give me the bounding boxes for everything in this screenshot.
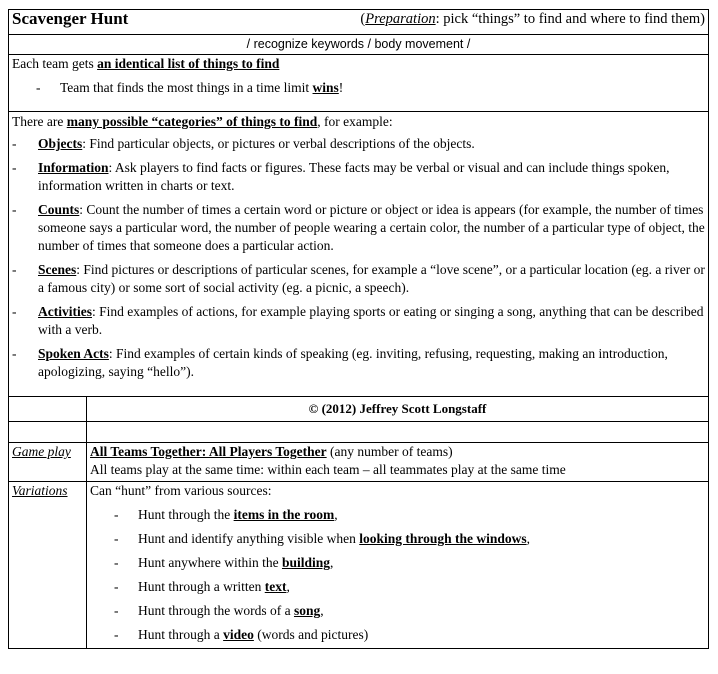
wins-emphasis: wins bbox=[312, 80, 339, 95]
variation-emphasis: looking through the windows bbox=[359, 531, 527, 546]
dash: - bbox=[114, 555, 119, 570]
keywords: / recognize keywords / body movement / bbox=[9, 35, 709, 55]
category-name: Spoken Acts bbox=[38, 346, 109, 361]
gameplay-emphasis: All Teams Together: All Players Together bbox=[90, 444, 327, 459]
category-item bbox=[12, 159, 706, 195]
intro-emphasis: an identical list of things to find bbox=[97, 56, 280, 71]
categories-cell bbox=[9, 112, 709, 397]
gameplay-description: All teams play at the same time: within each team – all teammates play at the same time bbox=[90, 462, 566, 477]
variations-list bbox=[90, 506, 705, 644]
category-text: : Find examples of certain kinds of speaking (eg. inviting, refusing, requesting, making an introduction, apologizing, saying “hello”). bbox=[38, 346, 668, 379]
categories-emphasis: many possible “categories” of things to find bbox=[66, 114, 318, 129]
document-table bbox=[8, 9, 709, 649]
variation-item: - Hunt through the items in the room, bbox=[90, 506, 705, 524]
variations-row bbox=[9, 482, 709, 649]
preparation-note: (Preparation: pick “things” to find and where to find them) bbox=[360, 11, 705, 27]
preparation-text: : pick “things” to find and where to find them) bbox=[435, 11, 705, 27]
dash: - bbox=[12, 160, 17, 175]
title-cell bbox=[9, 10, 709, 35]
variation-item: - Hunt anywhere within the building, bbox=[90, 554, 705, 572]
variation-item: - Hunt through a written text, bbox=[90, 578, 705, 596]
variation-emphasis: items in the room bbox=[233, 507, 335, 522]
copyright-row bbox=[9, 397, 709, 422]
dash: - bbox=[12, 136, 17, 151]
title-row bbox=[9, 10, 709, 35]
dash: - bbox=[36, 80, 41, 95]
intro-line: Each team gets an identical list of things to find bbox=[12, 56, 280, 71]
dash: - bbox=[12, 262, 17, 277]
gameplay-label: Game play bbox=[9, 443, 87, 482]
variation-emphasis: text bbox=[264, 579, 287, 594]
category-text: : Find pictures or descriptions of particular scenes, for example a “love scene”, or a particular location (eg. a river or a famous city) or some sort of social activity (eg. a picnic, a speech). bbox=[38, 262, 705, 295]
category-text: : Count the number of times a certain word or picture or object or idea is appears (for example, the number of times someone says a particular word, the number of people wearing a certain color, the number of a particular type of object, the number of times that someone does a particular action. bbox=[38, 202, 705, 253]
intro-bullet: - Team that finds the most things in a time limit wins! bbox=[12, 79, 705, 97]
keywords-row bbox=[9, 35, 709, 55]
gameplay-row bbox=[9, 443, 709, 482]
variation-item: - Hunt and identify anything visible when looking through the windows, bbox=[90, 530, 705, 548]
category-item bbox=[12, 261, 706, 297]
category-text: : Ask players to find facts or figures. These facts may be verbal or visual and can include things spoken, information written in charts or text. bbox=[38, 160, 670, 193]
category-name: Counts bbox=[38, 202, 80, 217]
variations-lead: Can “hunt” from various sources: bbox=[90, 483, 272, 498]
category-item bbox=[12, 303, 706, 339]
category-name: Activities bbox=[38, 304, 92, 319]
dash: - bbox=[12, 202, 17, 217]
variation-item: - Hunt through a video (words and pictures) bbox=[90, 626, 705, 644]
gameplay-cell: All Teams Together: All Players Together (any number of teams) All teams play at the same time: within each team – all teammates play at the same time bbox=[87, 443, 709, 482]
category-item bbox=[12, 135, 706, 153]
category-text: : Find examples of actions, for example playing sports or eating or singing a song, anything that can be described with a verb. bbox=[38, 304, 704, 337]
intro-row bbox=[9, 55, 709, 112]
dash: - bbox=[114, 627, 119, 642]
category-name: Objects bbox=[38, 136, 83, 151]
variation-emphasis: song bbox=[293, 603, 321, 618]
category-name: Scenes bbox=[38, 262, 77, 277]
dash: - bbox=[114, 531, 119, 546]
dash: - bbox=[114, 507, 119, 522]
variation-emphasis: video bbox=[223, 627, 254, 642]
variation-item: - Hunt through the words of a song, bbox=[90, 602, 705, 620]
category-name: Information bbox=[38, 160, 109, 175]
category-text: : Find particular objects, or pictures or verbal descriptions of the objects. bbox=[82, 136, 475, 151]
copyright-spacer bbox=[9, 397, 87, 422]
dash: - bbox=[114, 579, 119, 594]
blank-row bbox=[9, 422, 709, 443]
variation-emphasis: building bbox=[281, 555, 331, 570]
categories-lead: There are many possible “categories” of things to find, for example: bbox=[12, 114, 393, 129]
dash: - bbox=[12, 304, 17, 319]
category-item bbox=[12, 201, 706, 255]
intro-cell bbox=[9, 55, 709, 112]
page-title: Scavenger Hunt bbox=[12, 9, 129, 28]
categories-row bbox=[9, 112, 709, 397]
dash: - bbox=[12, 346, 17, 361]
copyright: © (2012) Jeffrey Scott Longstaff bbox=[87, 397, 709, 422]
category-item bbox=[12, 345, 706, 381]
preparation-label: Preparation bbox=[365, 11, 436, 27]
variations-cell bbox=[87, 482, 709, 649]
category-list bbox=[12, 135, 706, 381]
dash: - bbox=[114, 603, 119, 618]
variations-label: Variations bbox=[9, 482, 87, 649]
